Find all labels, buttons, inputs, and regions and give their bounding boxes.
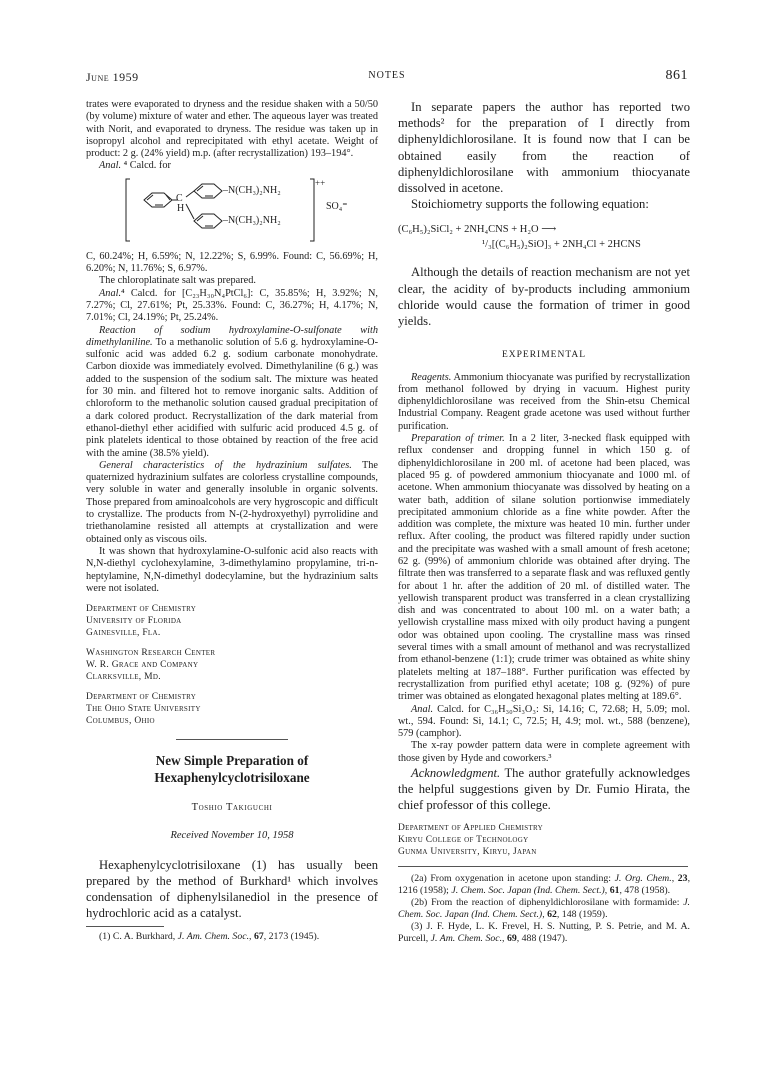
author-name: Toshio Takiguchi — [191, 802, 273, 814]
affiliation-line: Columbus, Ohio — [86, 716, 155, 727]
paragraph: Anal. ⁴ Calcd. for — [99, 160, 171, 172]
footnote-rule — [398, 866, 688, 867]
affiliation-line: Department of Chemistry — [86, 692, 197, 703]
paragraph: In separate papers the author has reported two methods² for the preparation of I directly from diphenyldichlorosilane. It is found now that I can be obtained easily from the reaction of diphenyldichlorosilane with ammonium thiocyanate dissolved in acetone. — [398, 100, 690, 196]
article-title: New Simple Preparation of Hexaphenylcyclotrisiloxane — [154, 753, 310, 786]
affiliation-line: The Ohio State University — [86, 704, 201, 715]
affiliation: Department of Applied Chemistry Kiryu College of Technology Gunma University, Kiryu, Japan — [398, 822, 543, 857]
affiliation-line: Gainesville, Fla. — [86, 628, 161, 639]
paragraph: trates were evaporated to dryness and the residue shaken with a 50/50 (by volume) mixture of water and ether. The aqueous layer was treated with Norit, and evaporated to dryness. The residue was taken up in isopropyl alcohol and reprecipitated with ethyl acetate. Weight of product: 2 g. (24% yield) m.p. (after recrystallization) 193–194°. — [86, 99, 378, 160]
footnote: (2b) From the reaction of diphenyldichlorosilane with formamide: J. Chem. Soc. Japan (Ind. Chem. Sect.), 62, 148 (1959). — [398, 896, 690, 920]
section-heading: EXPERIMENTAL — [501, 350, 587, 361]
group-upper: –N(CH₃)₂NH₂ — [223, 184, 281, 196]
paragraph: C, 60.24%; H, 6.59%; N, 12.22%; S, 6.99%. Found: C, 56.69%; H, 6.20%; N, 11.76%; S, 6.97%. — [86, 250, 378, 275]
footnote: (3) J. F. Hyde, L. K. Frevel, H. S. Nutting, P. S. Petrie, and M. A. Purcell, J. Am. Chem. Soc., 69, 488 (1947). — [398, 920, 690, 944]
paragraph: Preparation of trimer. In a 2 liter, 3-necked flask equipped with reflux condenser and dropping funnel in which 150 g. of diphenyldichlorosilane in 200 ml. of acetone had been placed, was placed 95 g. of powdered ammonium thiocyanate and 1000 ml. of acetone. When ammonium thiocyanate was dissolved by heating on a water bath, addition of silane solution portionwise immediately precipitated ammonium chloride as a fine white powder. After the addition was complete, the mixture was heated 10 min. further under reflux. After cooling, the product was filtered rapidly under suction and the precipitate was washed with a small amount of fresh acetone; 62 g. (99%) of ammonium chloride was obtained after drying. The filtrate then was transferred to a separate flask and was refluxed gently for about 1 hr. after the addition of 20 ml. of distilled water. The yellowish transparent product was transferred in a clean crystallizing dish and was concentrated to about 100 ml. on a water bath; a yellowish crystalline mass mixed with oily product having a pungent odor was obtained upon cooling. The crystalline mass was rinsed several times with a small amount of methanol and was recrystallized from ethanol-benzene (1:1); crude trimer was obtained as white shiny platelets melting at 187–188°. Further purification was effected by recrystallization from purified ethyl acetate; 108 g. (92%) of pure trimer was obtained as elongated hexagonal plates melting at 189.6°. — [398, 433, 690, 703]
affiliation-line: Washington Research Center — [86, 648, 216, 659]
received-date: Received November 10, 1958 — [170, 830, 294, 842]
group-lower: –N(CH₃)₂NH₂ — [223, 214, 281, 226]
divider — [176, 739, 288, 740]
footnote: (1) C. A. Burkhard, J. Am. Chem. Soc., 67, 2173 (1945). — [99, 930, 320, 942]
paragraph: Stoichiometry supports the following equation: — [411, 197, 649, 212]
affiliation-line: Department of Chemistry — [86, 604, 197, 615]
paragraph: The chloroplatinate salt was prepared. — [99, 275, 256, 287]
affiliation-line: University of Florida — [86, 616, 182, 627]
left-column — [86, 99, 378, 943]
paragraph: Reagents. Ammonium thiocyanate was purified by recrystallization from methanol followed by drying in vacuum. Highest purity diphenyldichlorosilane was received from the Shin-etsu Chemical Industrial Company. Reagent grade acetone was used without further purification. — [398, 371, 690, 432]
affiliations — [86, 603, 378, 727]
paragraph: Although the details of reaction mechanism are not yet clear, the acidity of by-products including ammonium chloride would cause the formation of trimer in good yields. — [398, 265, 690, 329]
paragraph: Anal. Calcd. for C₃₆H₃₀Si₃O₃: Si, 14.16; C, 72.68; H, 5.09; mol. wt., 594. Found: Si, 14.1; C, 72.5; H, 4.9; mol. wt., 588 (benzene), 579 (camphor). — [398, 703, 690, 740]
right-column — [398, 99, 690, 945]
paragraph: Anal.⁴ Calcd. for [C₂₃H₃₀N₄PtCl₆]: C, 35.85%; H, 3.92%; N, 7.27%; Cl, 27.61%; Pt, 25.33%. Found: C, 36.27%; H, 4.17%; N, 7.01%; Cl, 24.19%; Pt, 25.24%. — [86, 287, 378, 324]
equation: (C₆H₅)₂SiCl₂ + 2NH₄CNS + H₂O ⟶ ¹/₃[(C₆H₅)₂SiO]₃ + 2NH₄Cl + 2HCNS — [398, 224, 641, 251]
charge: ++ — [315, 177, 326, 188]
acknowledgment: Acknowledgment. The author gratefully acknowledges the helpful suggestions given by Dr. Fumio Hirata, the chief professor of this college. — [398, 766, 690, 813]
header-date: June 1959 — [86, 70, 139, 84]
chemical-structure — [86, 177, 378, 245]
paragraph: It was shown that hydroxylamine-O-sulfonic acid also reacts with N,N-diethyl cyclohexylamine, 3-dimethylamino propylamine, tri-n-heptylamine, N,N-dimethyl dodecylamine, but the hydrazinium salts were not isolated. — [86, 545, 378, 594]
header-section: NOTES — [368, 70, 406, 81]
sulfate: SO₄⁼ — [326, 200, 348, 212]
central-carbon: C — [176, 192, 183, 204]
footnote: (2a) From oxygenation in acetone upon standing: J. Org. Chem., 23, 1216 (1958); J. Chem. Soc. Japan (Ind. Chem. Sect.), 61, 478 (1958). — [398, 872, 691, 896]
paragraph: Reaction of sodium hydroxylamine-O-sulfonate with dimethylaniline. To a methanolic solution of 5.6 g. hydroxylamine-O-sulfonic acid was added 6.2 g. sodium carbonate monohydrate. Carbon dioxide was immediately evolved. Dimethylaniline (6 g.) was added to the suspension of the sodium salt. The mixture was heated for 30 min. and filtered hot to remove inorganic salts. Addition of chloroform to the methanolic solution caused gradual precipitation of a dark colored product. Recrystallization of the dark material from ethanol-diethyl ether acidified with sulfuric acid produced 4.5 g. of pink platelets identical to those obtained by reaction of the free acid with the amine (38.5% yield). — [86, 324, 378, 459]
affiliation-line: Clarksville, Md. — [86, 672, 161, 683]
paragraph: General characteristics of the hydrazinium sulfates. The quaternized hydrazinium sulfates are colorless crystalline compounds, very soluble in water and generally insoluble in organic solvents. Those prepared from aminoalcohols are very hygroscopic and difficult to crystallize. The products from N-(2-hydroxyethyl) pyrrolidine and triethanolamine resisted all attempts at crystallization and were obtained only as viscous oils. — [86, 459, 379, 545]
page-number: 861 — [665, 68, 688, 83]
paragraph: The x-ray powder pattern data were in complete agreement with those given by Hyde and coworkers.³ — [398, 740, 690, 764]
footnote-rule — [86, 926, 164, 927]
affiliation-line: W. R. Grace and Company — [86, 660, 199, 671]
central-hydrogen: H — [177, 202, 185, 214]
intro-paragraph: Hexaphenylcyclotrisiloxane (1) has usually been prepared by the method of Burkhard¹ which involves condensation of diphenylsilanediol in the presence of hydrochloric acid as a catalyst. — [86, 857, 378, 921]
